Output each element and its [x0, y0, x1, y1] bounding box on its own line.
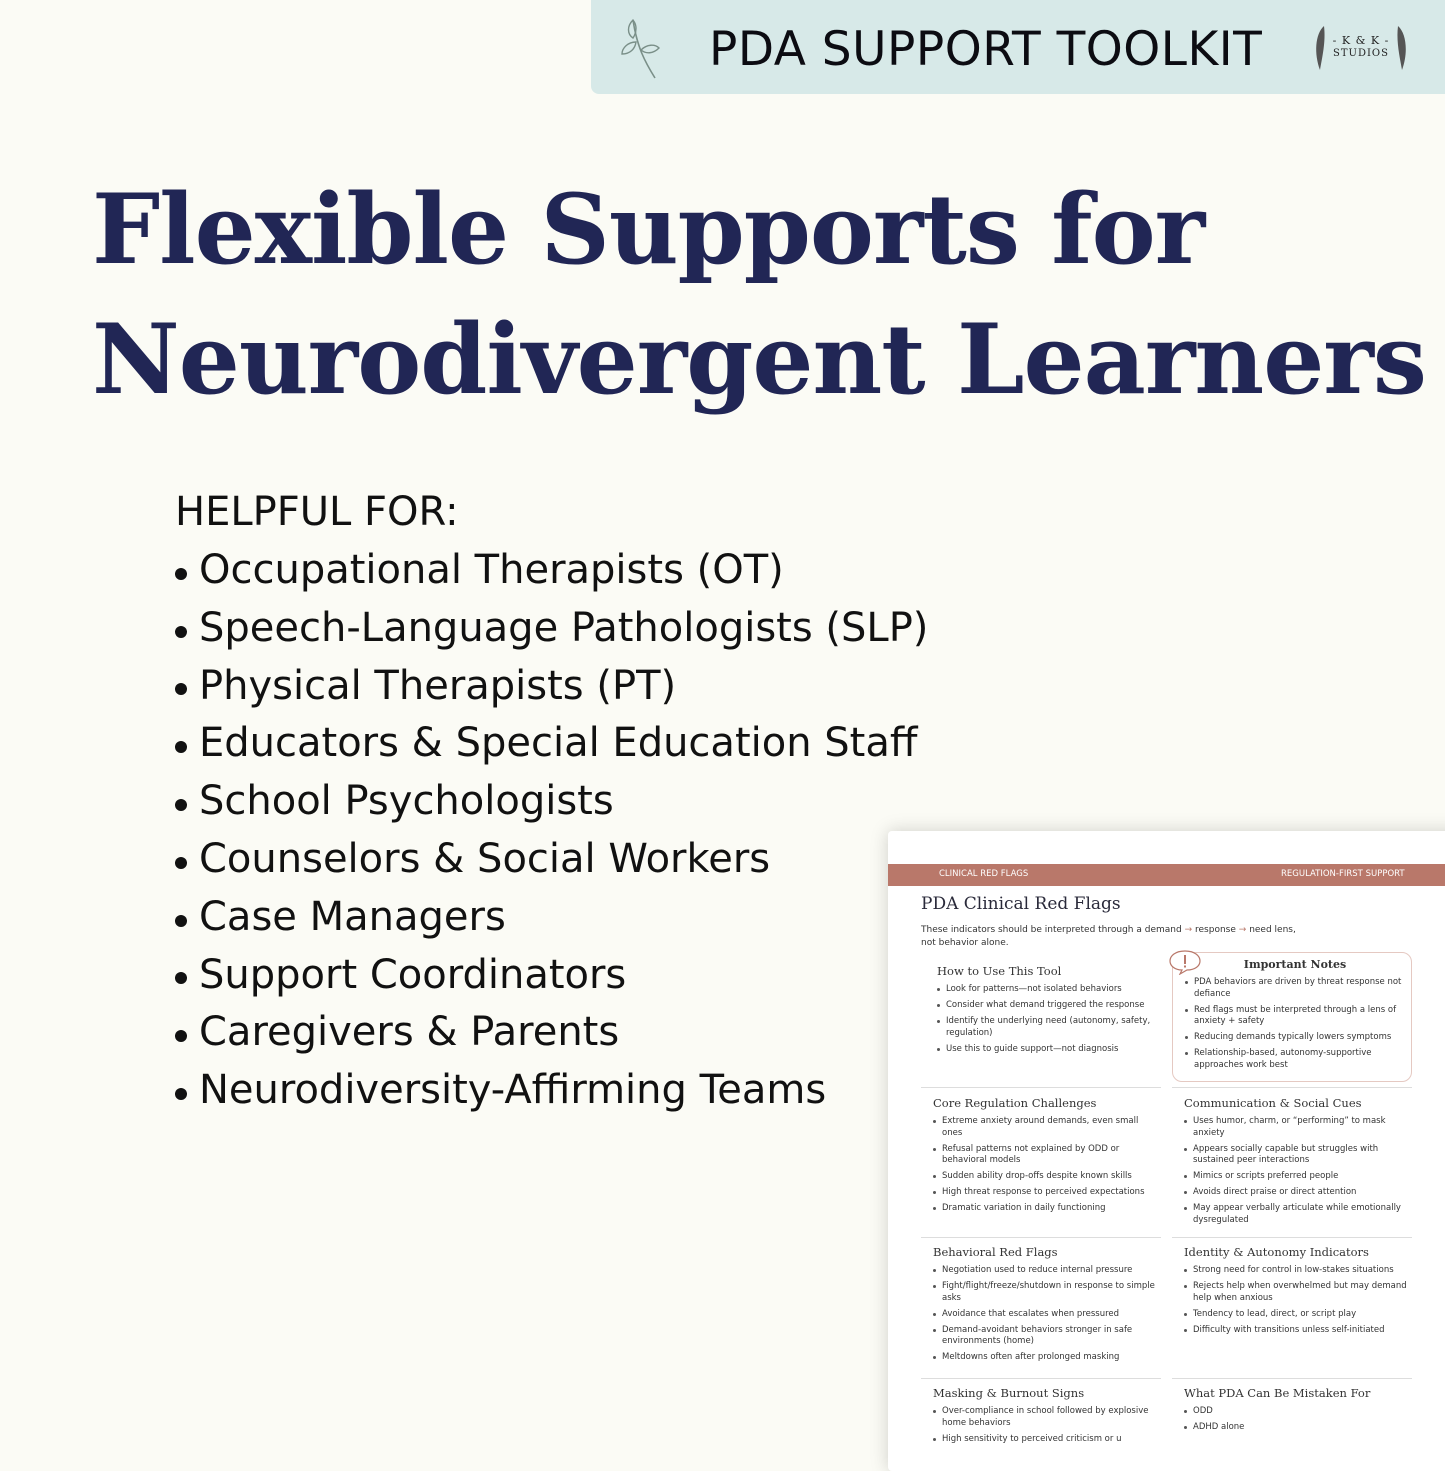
list-item: PDA behaviors are driven by threat response not defiance [1185, 977, 1405, 1000]
list-item: Fight/flight/freeze/shutdown in response to simple asks [933, 1281, 1161, 1304]
list-item: Consider what demand triggered the response [937, 1000, 1157, 1012]
divider [1172, 1087, 1412, 1088]
communication-section [1184, 1096, 1412, 1231]
divider [1172, 1378, 1412, 1379]
list-item: Occupational Therapists (OT) [175, 542, 928, 600]
list-item: Educators & Special Education Staff [175, 715, 928, 773]
page-title [92, 165, 1426, 425]
list-item: Avoids direct praise or direct attention [1184, 1187, 1412, 1199]
section-title: How to Use This Tool [937, 964, 1062, 978]
bullet-icon [175, 972, 187, 984]
behavioral-red-flags-section [933, 1245, 1161, 1368]
list-item: Case Managers [175, 889, 928, 947]
list-item: Identify the underlying need (autonomy, safety, regulation) [937, 1016, 1157, 1039]
helpful-for-title: HELPFUL FOR: [175, 489, 459, 535]
preview-subtitle: These indicators should be interpreted through a demand → response → need lens, not behavior alone. [921, 925, 1296, 948]
preview-header-bar [888, 864, 1445, 886]
bullet-icon [175, 683, 187, 695]
list-item: Use this to guide support—not diagnosis [937, 1044, 1157, 1056]
section-title: Masking & Burnout Signs [933, 1386, 1085, 1400]
list-item: May appear verbally articulate while emotionally dysregulated [1184, 1203, 1412, 1226]
list-item: Neurodiversity-Affirming Teams [175, 1062, 928, 1120]
section-title: Core Regulation Challenges [933, 1096, 1097, 1110]
list-item: Over-compliance in school followed by explosive home behaviors [933, 1406, 1161, 1429]
preview-title: PDA Clinical Red Flags [921, 894, 1121, 914]
list-item: Refusal patterns not explained by ODD or behavioral models [933, 1144, 1161, 1167]
section-title: Important Notes [1243, 958, 1347, 971]
list-item: Support Coordinators [175, 947, 928, 1005]
list-item: Uses humor, charm, or “performing” to mask anxiety [1184, 1116, 1412, 1139]
list-item: High sensitivity to perceived criticism or u [933, 1434, 1161, 1446]
helpful-for-section [175, 484, 928, 1120]
bullet-icon [175, 1030, 187, 1042]
list-item: Reducing demands typically lowers symptoms [1185, 1032, 1405, 1044]
list-item: Mimics or scripts preferred people [1184, 1171, 1412, 1183]
banner-title: PDA SUPPORT TOOLKIT [709, 22, 1263, 77]
list-item: Meltdowns often after prolonged masking [933, 1352, 1161, 1364]
feather-icon [1395, 24, 1409, 72]
how-to-use-section [937, 964, 1157, 1060]
list-item: Caregivers & Parents [175, 1004, 928, 1062]
arrow-icon: → [1238, 925, 1247, 935]
list-item: Physical Therapists (PT) [175, 658, 928, 716]
mistaken-for-section [1184, 1386, 1412, 1438]
header-banner [591, 0, 1445, 94]
divider [921, 1378, 1161, 1379]
preview-bar-right: REGULATION-FIRST SUPPORT [1281, 869, 1405, 879]
list-item: Red flags must be interpreted through a lens of anxiety + safety [1185, 1005, 1405, 1028]
audience-list [175, 542, 928, 1120]
list-item: Relationship-based, autonomy-supportive approaches work best [1185, 1048, 1405, 1071]
list-item: School Psychologists [175, 773, 928, 831]
bullet-icon [175, 857, 187, 869]
bullet-icon [175, 626, 187, 638]
list-item: Strong need for control in low-stakes situations [1184, 1265, 1412, 1277]
document-preview [888, 831, 1445, 1471]
section-title: Communication & Social Cues [1184, 1096, 1362, 1110]
list-item: ODD [1184, 1406, 1412, 1418]
divider [1172, 1237, 1412, 1238]
masking-burnout-section [933, 1386, 1161, 1450]
arrow-icon: → [1184, 925, 1193, 935]
preview-bar-left: CLINICAL RED FLAGS [939, 869, 1029, 879]
list-item: Demand-avoidant behaviors stronger in safe environments (home) [933, 1325, 1161, 1348]
divider [921, 1237, 1161, 1238]
bullet-icon [175, 741, 187, 753]
list-item: Tendency to lead, direct, or script play [1184, 1309, 1412, 1321]
list-item: ADHD alone [1184, 1422, 1412, 1434]
list-item: Avoidance that escalates when pressured [933, 1309, 1161, 1321]
leaf-sprig-icon [615, 12, 665, 82]
divider [921, 1087, 1161, 1088]
bullet-icon [175, 1088, 187, 1100]
logo-line-2: STUDIOS [1333, 48, 1389, 59]
bullet-icon [175, 915, 187, 927]
list-item: Look for patterns—not isolated behaviors [937, 984, 1157, 996]
identity-autonomy-section [1184, 1245, 1412, 1341]
studio-logo [1313, 22, 1409, 74]
section-title: What PDA Can Be Mistaken For [1184, 1386, 1371, 1400]
list-item: High threat response to perceived expectations [933, 1187, 1161, 1199]
section-title: Behavioral Red Flags [933, 1245, 1058, 1259]
list-item: Extreme anxiety around demands, even small ones [933, 1116, 1161, 1139]
important-notes-section [1185, 958, 1405, 1076]
list-item: Counselors & Social Workers [175, 831, 928, 889]
list-item: Rejects help when overwhelmed but may demand help when anxious [1184, 1281, 1412, 1304]
bullet-icon [175, 568, 187, 580]
logo-line-1: - K & K - [1332, 34, 1390, 47]
bullet-icon [175, 799, 187, 811]
list-item: Speech-Language Pathologists (SLP) [175, 600, 928, 658]
list-item: Difficulty with transitions unless self-initiated [1184, 1325, 1412, 1337]
list-item: Sudden ability drop-offs despite known skills [933, 1171, 1161, 1183]
core-regulation-section [933, 1096, 1161, 1219]
section-title: Identity & Autonomy Indicators [1184, 1245, 1369, 1259]
page-title-line-2: Neurodivergent Learners [92, 303, 1426, 416]
list-item: Negotiation used to reduce internal pressure [933, 1265, 1161, 1277]
page-title-line-1: Flexible Supports for [92, 173, 1205, 286]
list-item: Appears socially capable but struggles with sustained peer interactions [1184, 1144, 1412, 1167]
list-item: Dramatic variation in daily functioning [933, 1203, 1161, 1215]
